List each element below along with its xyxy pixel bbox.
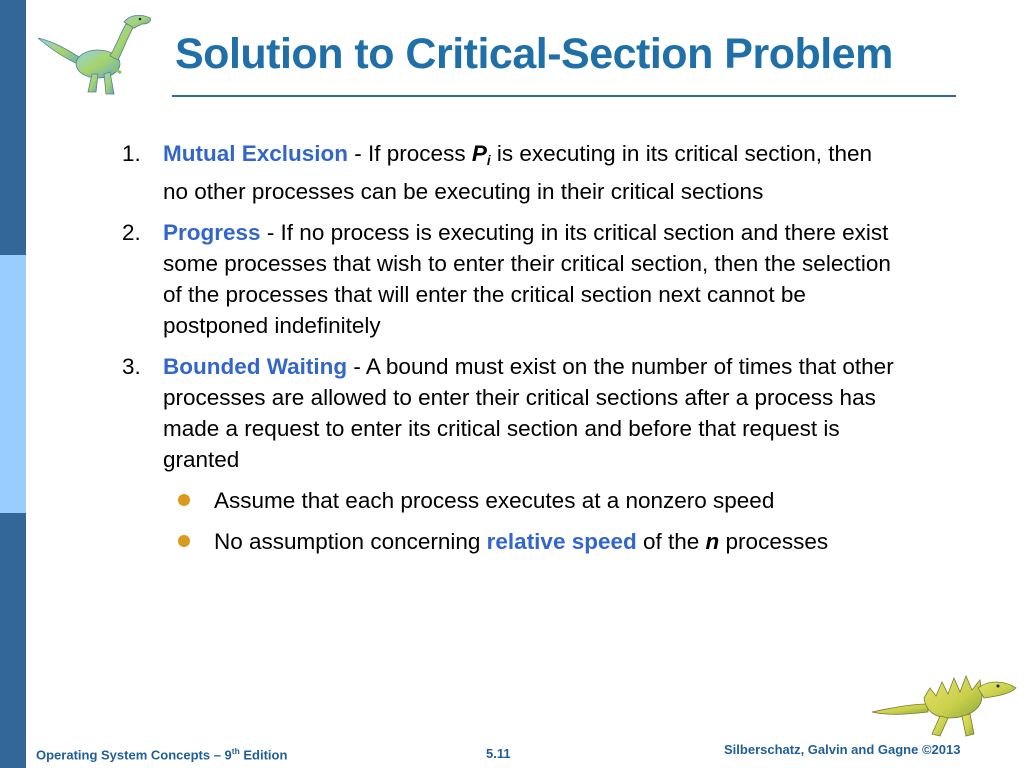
item-term: Progress — [163, 220, 261, 246]
bullet-item — [122, 485, 902, 516]
item-text: - A bound must exist on the number of times that other processes are allowed to enter their critical sections after a process has made a request to enter its critical section and before that request is granted — [163, 354, 894, 473]
dinosaur-icon — [870, 658, 1020, 738]
bullet-dot-icon — [178, 494, 190, 506]
bullet-text: of the — [636, 529, 706, 555]
slide-body — [122, 138, 902, 567]
slide-title: Solution to Critical-Section Problem — [175, 30, 893, 78]
sidebar-band-bottom — [0, 513, 26, 768]
process-variable: $P_i$ — [471, 141, 491, 169]
item-number: 3. — [122, 354, 141, 380]
n-variable: n — [705, 529, 720, 555]
sidebar-band-middle — [0, 255, 26, 513]
item-term: Bounded Waiting — [163, 354, 348, 380]
list-item — [122, 217, 902, 341]
item-text: is executing in its critical section, then no other processes can be executing in their critical sections — [163, 141, 873, 205]
dinosaur-icon — [36, 8, 158, 98]
bullet-text: Assume that each process executes at a nonzero speed — [214, 488, 775, 514]
footer-page-number: 5.11 — [486, 746, 511, 761]
list-item — [122, 138, 902, 207]
bullet-dot-icon — [178, 535, 190, 547]
footer-copyright: Silberschatz, Galvin and Gagne ©2013 — [724, 742, 961, 757]
bullet-item — [122, 526, 902, 557]
item-text: - If process — [348, 141, 472, 166]
footer-book-title: Operating System Concepts – 9th Edition — [36, 746, 288, 763]
bullet-text: processes — [719, 529, 829, 555]
item-text: - If no process is executing in its critical section and there exist some processes that wish to enter their critical section, then the selection of the processes that will enter the critical section next cannot be postponed indefinitely — [163, 220, 891, 339]
bullet-text: No assumption concerning — [214, 529, 487, 555]
title-divider — [172, 95, 956, 97]
list-item — [122, 351, 902, 475]
item-term: Mutual Exclusion — [163, 141, 349, 166]
sidebar-band-top — [0, 0, 26, 255]
item-number: 1. — [122, 141, 141, 166]
item-number: 2. — [122, 220, 141, 246]
bullet-term: relative speed — [486, 529, 637, 555]
